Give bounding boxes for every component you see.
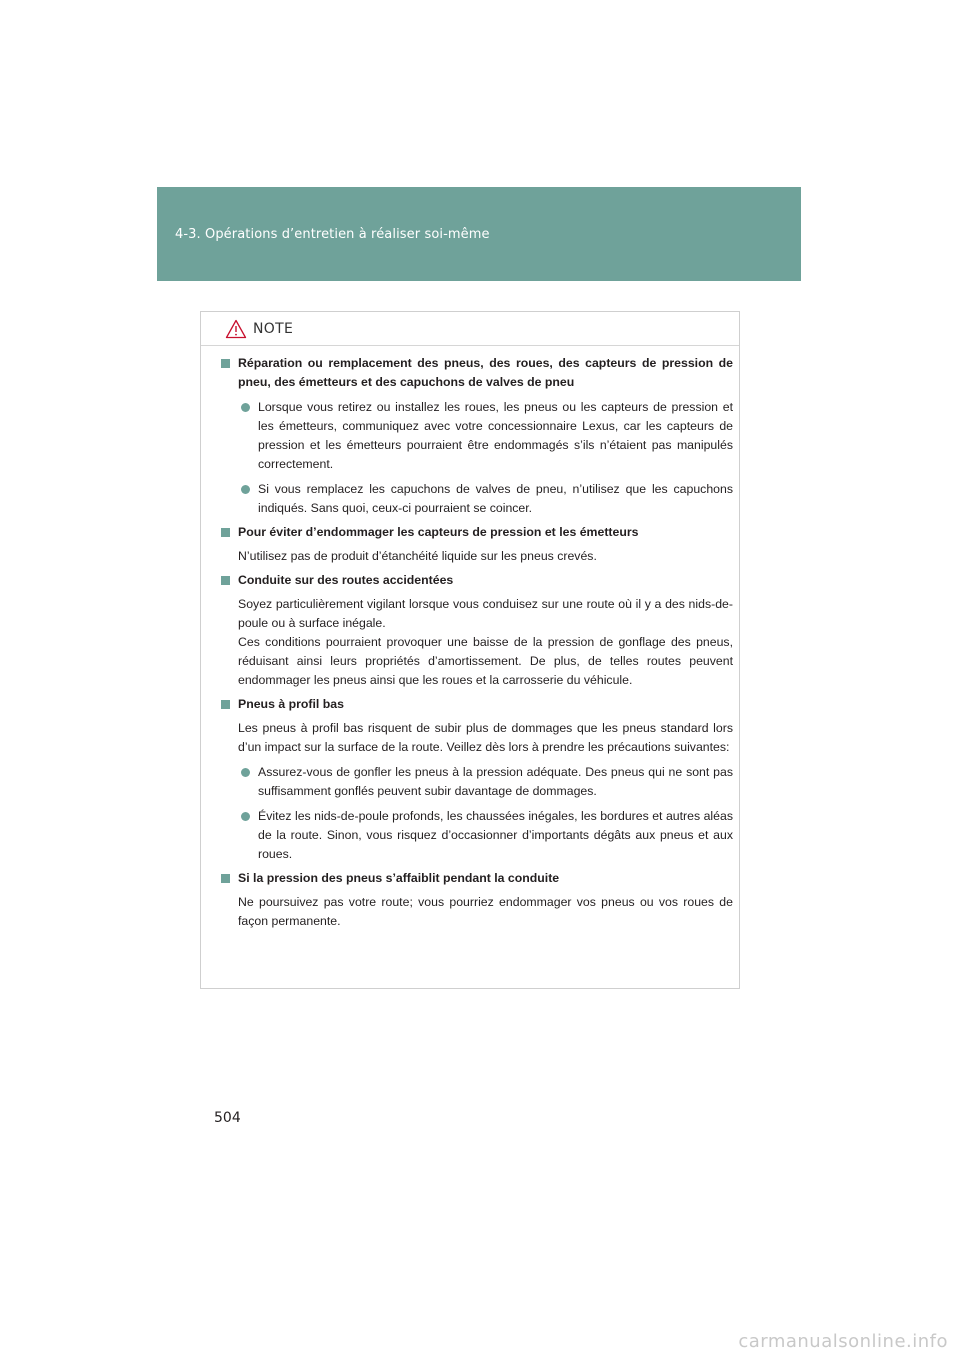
- list-item-text: Si vous remplacez les capuchons de valves de pneu, n’utilisez que les capuchons indiqués. Sans quoi, ceux-ci pourraient se coincer.: [258, 482, 733, 515]
- note-section: [218, 523, 733, 566]
- note-section: [218, 354, 733, 518]
- section-heading: Si la pression des pneus s’affaiblit pendant la conduite: [238, 871, 560, 885]
- section-title: 4-3. Opérations d’entretien à réaliser soi-même: [175, 227, 490, 242]
- note-header: [225, 318, 293, 340]
- note-section: [218, 695, 733, 864]
- circle-bullet-icon: [241, 812, 250, 821]
- note-box: [200, 311, 740, 989]
- section-header-band: [157, 187, 801, 281]
- list-item: [238, 398, 733, 474]
- section-paragraph: N’utilisez pas de produit d’étanchéité liquide sur les pneus crevés.: [238, 549, 597, 563]
- note-section: [218, 869, 733, 931]
- note-label: NOTE: [253, 321, 294, 337]
- list-item-text: Assurez-vous de gonfler les pneus à la pression adéquate. Des pneus qui ne sont pas suffisamment gonflés peuvent subir davantage de dommages.: [258, 765, 733, 798]
- circle-bullet-icon: [241, 768, 250, 777]
- section-paragraph: Soyez particulièrement vigilant lorsque vous conduisez sur une route où il y a des nids-de-poule ou à surface inégale.: [238, 597, 733, 630]
- list-item: [238, 807, 733, 864]
- square-bullet-icon: [221, 700, 230, 709]
- note-divider: [201, 345, 739, 346]
- note-content: [218, 354, 733, 936]
- note-section: [218, 571, 733, 690]
- square-bullet-icon: [221, 359, 230, 368]
- list-item: [238, 480, 733, 518]
- section-heading: Pour éviter d’endommager les capteurs de pression et les émetteurs: [238, 525, 639, 539]
- section-heading: Conduite sur des routes accidentées: [238, 573, 454, 587]
- watermark: carmanualsonline.info: [738, 1331, 948, 1352]
- list-item-text: Évitez les nids-de-poule profonds, les chaussées inégales, les bordures et autres aléas de la route. Sinon, vous risquez d’occasionner d’importants dégâts aux pneus et aux roues.: [258, 809, 733, 861]
- section-heading: Réparation ou remplacement des pneus, des roues, des capteurs de pression de pneu, des émetteurs et des capuchons de valves de pneu: [238, 356, 733, 389]
- circle-bullet-icon: [241, 403, 250, 412]
- warning-triangle-icon: [225, 319, 247, 339]
- circle-bullet-icon: [241, 485, 250, 494]
- list-item: [238, 763, 733, 801]
- section-paragraph: Ces conditions pourraient provoquer une baisse de la pression de gonflage des pneus, réduisant ainsi leurs propriétés d’amortissement. De plus, de telles routes peuvent endommager les pneus ainsi que les roues et la carrosserie du véhicule.: [238, 635, 733, 687]
- square-bullet-icon: [221, 874, 230, 883]
- section-heading: Pneus à profil bas: [238, 697, 344, 711]
- square-bullet-icon: [221, 528, 230, 537]
- page-number: 504: [214, 1110, 241, 1126]
- square-bullet-icon: [221, 576, 230, 585]
- section-paragraph: Les pneus à profil bas risquent de subir plus de dommages que les pneus standard lors d’un impact sur la surface de la route. Veillez dès lors à prendre les précautions suivantes:: [238, 721, 733, 754]
- section-paragraph: Ne poursuivez pas votre route; vous pourriez endommager vos pneus ou vos roues de façon permanente.: [238, 895, 733, 928]
- list-item-text: Lorsque vous retirez ou installez les roues, les pneus ou les capteurs de pression et les émetteurs, communiquez avec votre concessionnaire Lexus, car les capteurs de pression et les émetteurs pourraient être endommagés s’ils n’étaient pas manipulés correctement.: [258, 400, 733, 471]
